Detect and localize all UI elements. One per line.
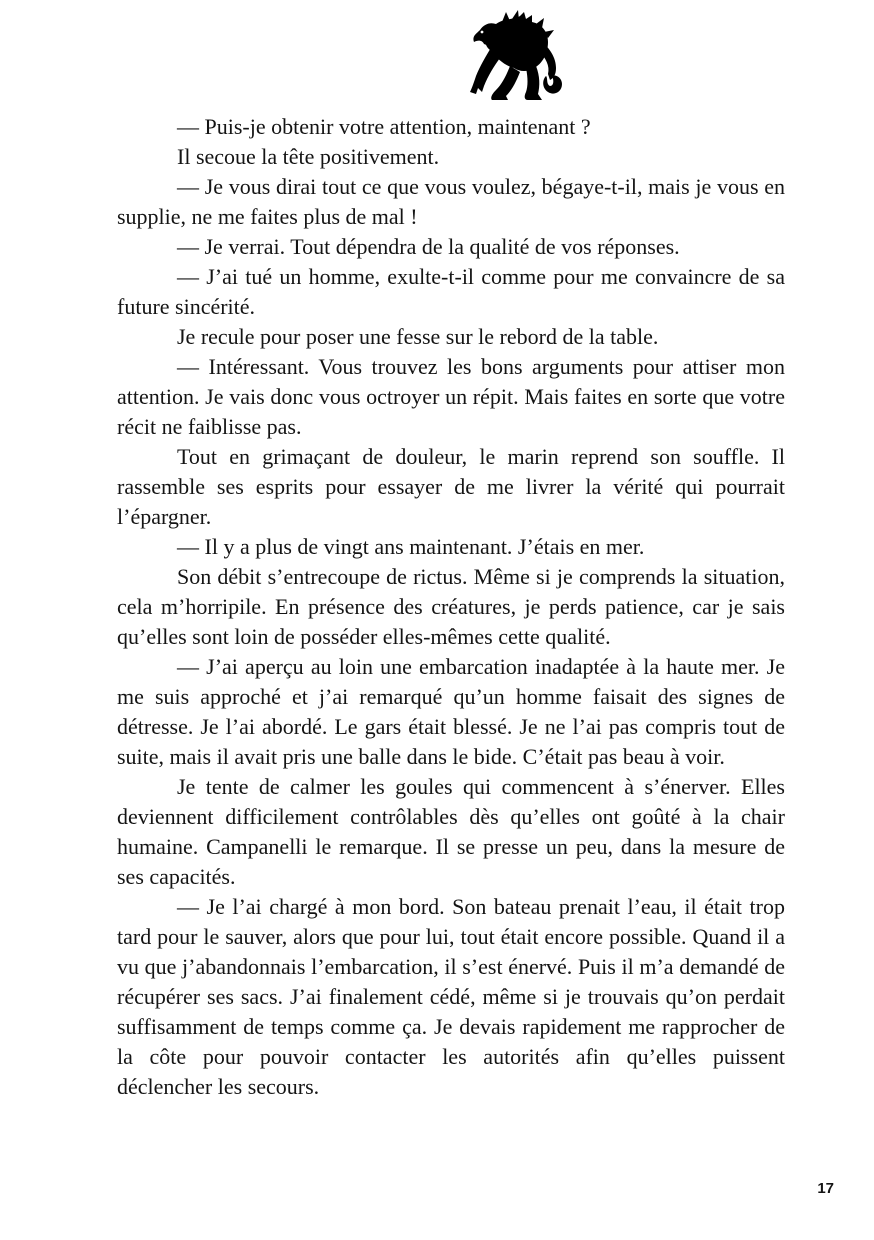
body-text xyxy=(117,112,785,1102)
paragraph: Je tente de calmer les goules qui commencent à s’énerver. Elles deviennent difficilement contrôlables dès qu’elles ont goûté à la chair humaine. Campanelli le remarque. Il se presse un peu, dans la mesure de ses capacités. xyxy=(117,774,785,889)
paragraph: — Il y a plus de vingt ans maintenant. J’étais en mer. xyxy=(177,534,645,559)
paragraph: — Je verrai. Tout dépendra de la qualité de vos réponses. xyxy=(177,234,680,259)
paragraph: Il secoue la tête positivement. xyxy=(177,144,440,169)
paragraph: Je recule pour poser une fesse sur le rebord de la table. xyxy=(177,324,659,349)
paragraph: — Je vous dirai tout ce que vous voulez, bégaye-t-il, mais je vous en supplie, ne me faites plus de mal ! xyxy=(117,174,785,229)
paragraph: — Puis-je obtenir votre attention, maintenant ? xyxy=(177,114,591,139)
werewolf-silhouette-graphic xyxy=(462,10,572,102)
werewolf-silhouette-icon xyxy=(462,10,572,102)
paragraph: — Je l’ai chargé à mon bord. Son bateau prenait l’eau, il était trop tard pour le sauver, alors que pour lui, tout était encore possible. Quand il a vu que j’abandonnais l’embarcation, il s’est énervé. Puis il m’a demandé de récupérer ses sacs. J’ai finalement cédé, même si je trouvais qu’on perdait suffisamment de temps comme ça. Je devais rapidement me rapprocher de la côte pour pouvoir contacter les autorités afin qu’elles puissent déclencher les secours. xyxy=(117,894,785,1099)
paragraph: Son débit s’entrecoupe de rictus. Même si je comprends la situation, cela m’horripile. En présence des créatures, je perds patience, car je sais qu’elles sont loin de posséder elles-mêmes cette qualité. xyxy=(117,564,785,649)
paragraph: — J’ai aperçu au loin une embarcation inadaptée à la haute mer. Je me suis approché et j’ai remarqué qu’un homme faisait des signes de détresse. Je l’ai abordé. Le gars était blessé. Je ne l’ai pas compris tout de suite, mais il avait pris une balle dans le bide. C’était pas beau à voir. xyxy=(117,654,785,769)
page-number: 17 xyxy=(817,1180,834,1197)
paragraph: Tout en grimaçant de douleur, le marin reprend son souffle. Il rassemble ses esprits pour essayer de me livrer la vérité qui pourrait l’épargner. xyxy=(117,444,785,529)
paragraph: — Intéressant. Vous trouvez les bons arguments pour attiser mon attention. Je vais donc vous octroyer un répit. Mais faites en sorte que votre récit ne faiblisse pas. xyxy=(117,354,785,439)
paragraph: — J’ai tué un homme, exulte-t-il comme pour me convaincre de sa future sincérité. xyxy=(117,264,785,319)
